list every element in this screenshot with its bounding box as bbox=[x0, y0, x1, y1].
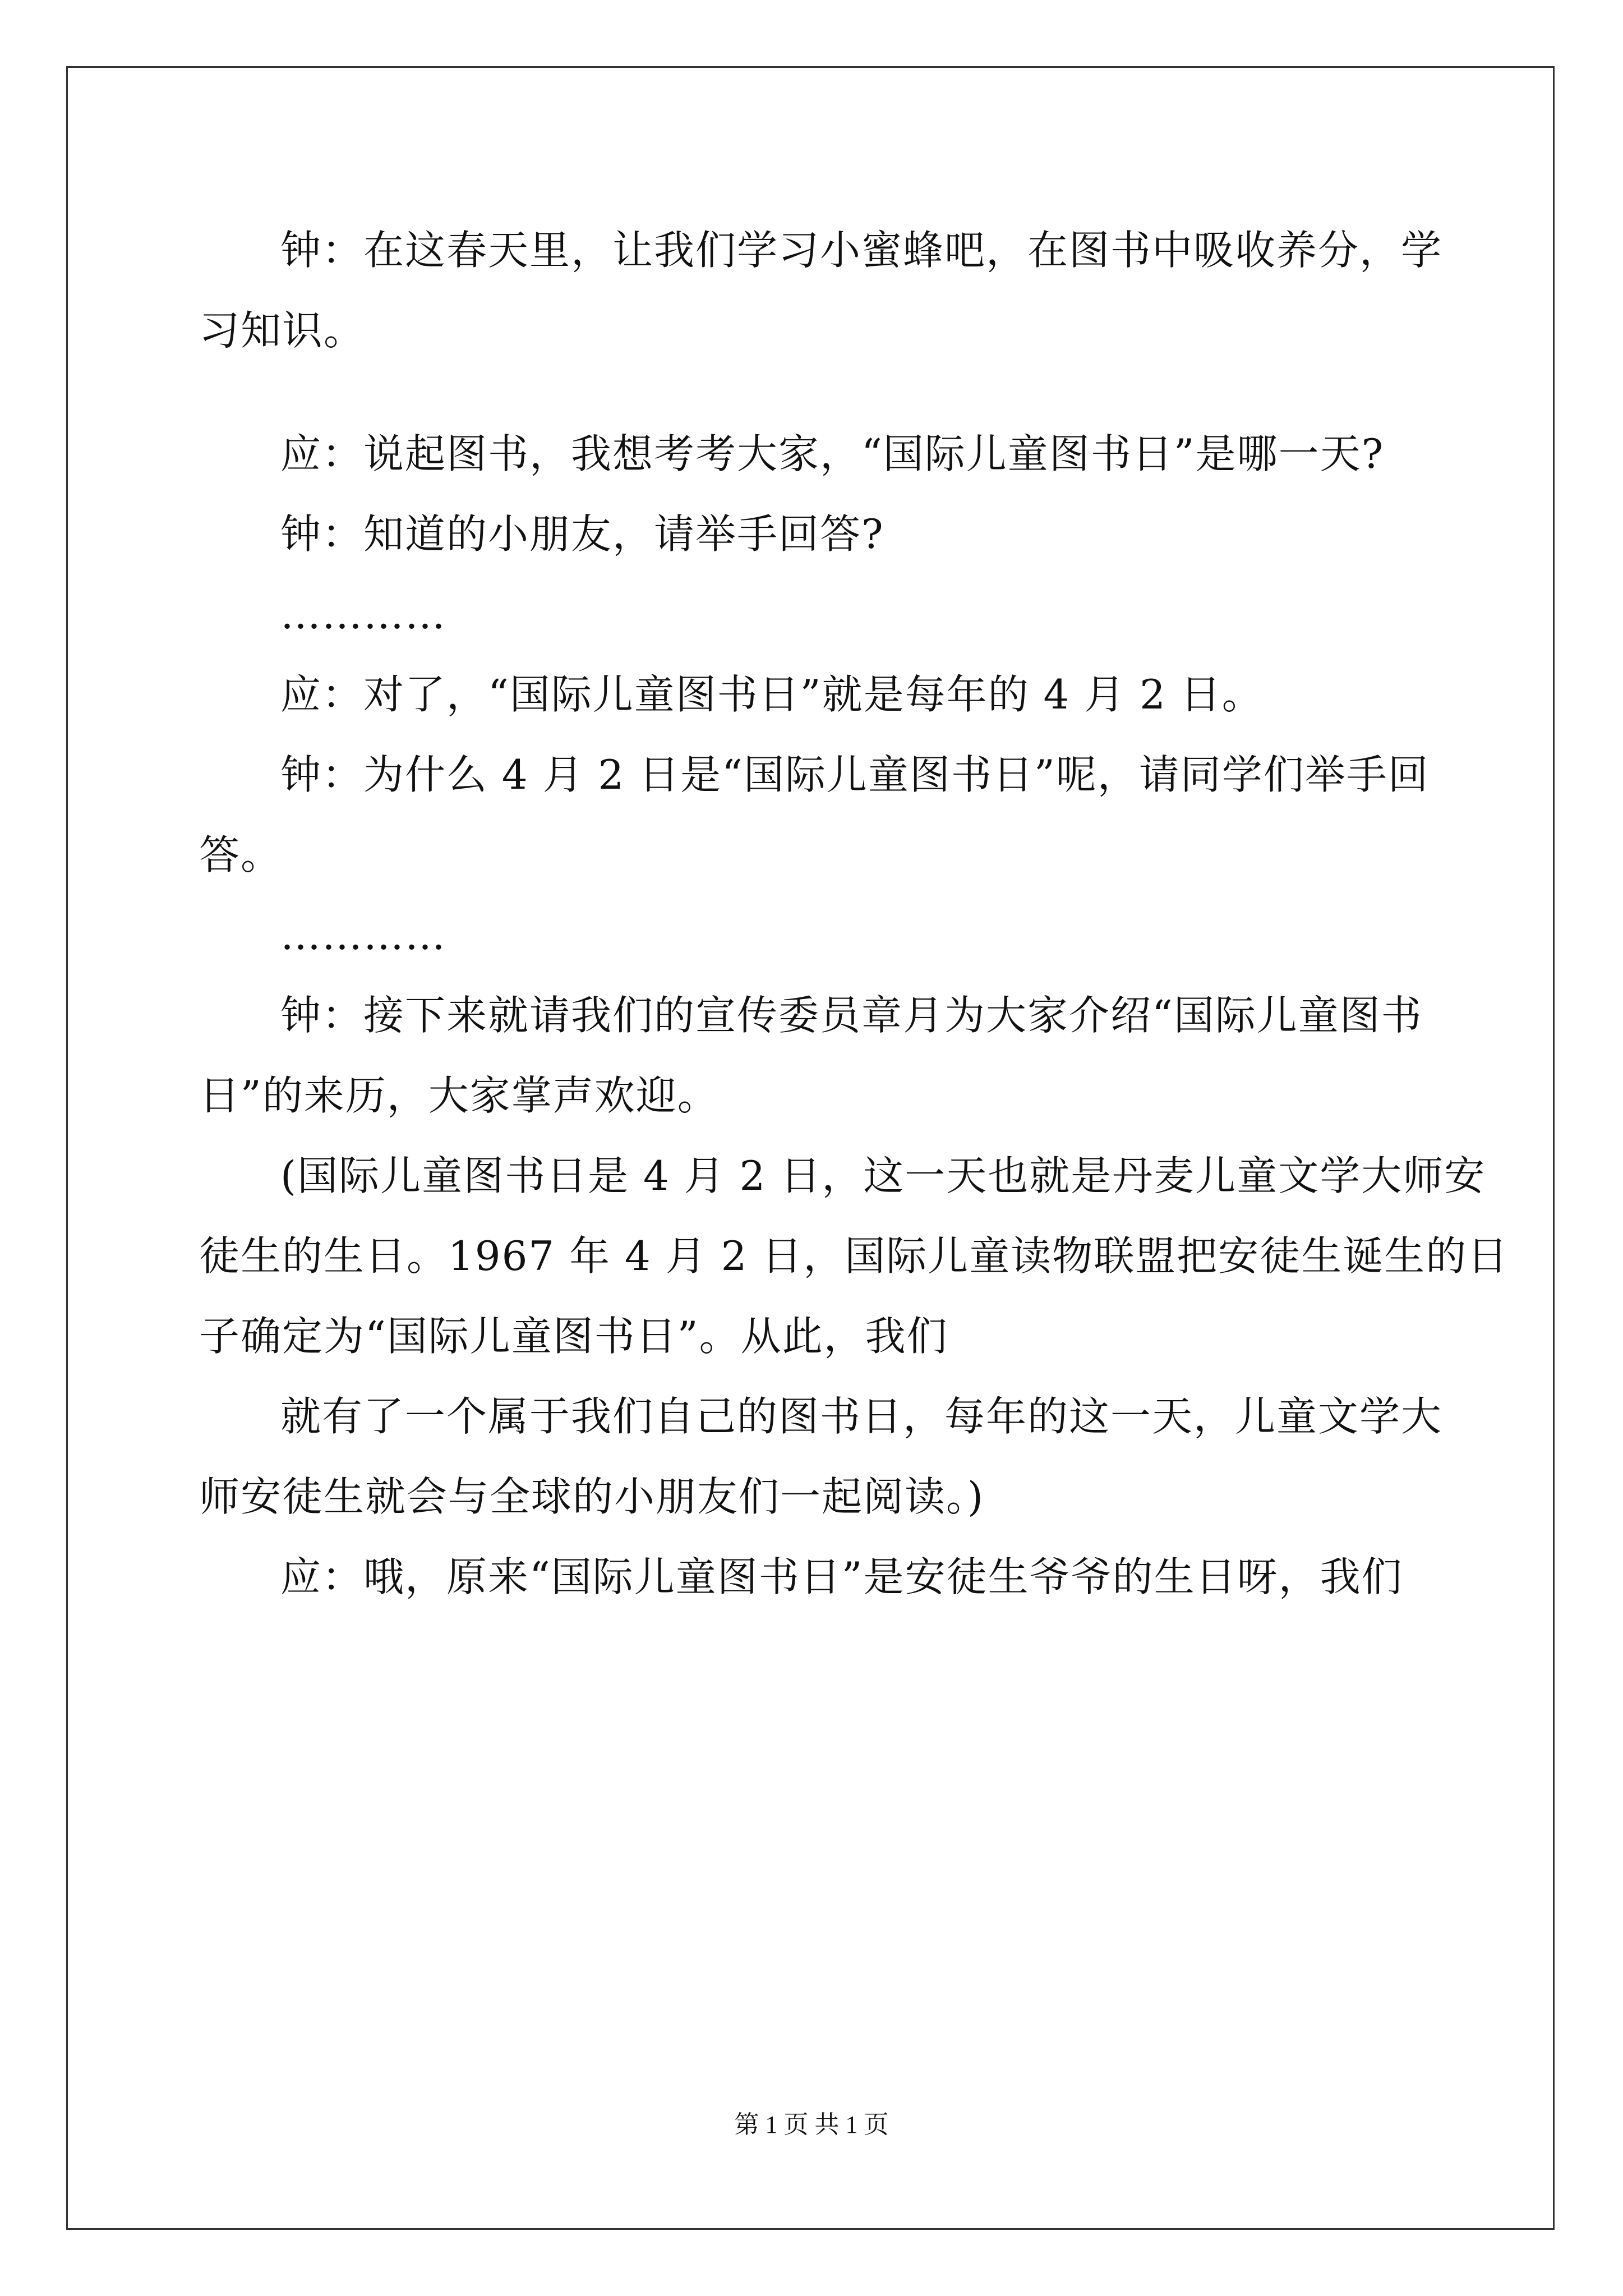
text-line: 应：哦，原来“国际儿童图书日”是安徒生爷爷的生日呀，我们 bbox=[280, 1553, 1403, 1600]
text-line: ………… bbox=[280, 591, 446, 638]
text-line: 徒生的生日。1967 年 4 月 2 日，国际儿童读物联盟把安徒生诞生的日 bbox=[199, 1232, 1509, 1280]
text-line: 习知识。 bbox=[199, 307, 366, 354]
text-line: 子确定为“国际儿童图书日”。从此，我们 bbox=[199, 1313, 948, 1360]
text-line: (国际儿童图书日是 4 月 2 日，这一天也就是丹麦儿童文学大师安 bbox=[280, 1152, 1486, 1199]
text-line: 就有了一个属于我们自己的图书日，每年的这一天，儿童文学大 bbox=[280, 1393, 1443, 1440]
page-number-footer: 第 1 页 共 1 页 bbox=[734, 2111, 889, 2138]
text-line: ………… bbox=[280, 912, 446, 959]
text-line: 钟：在这春天里，让我们学习小蜜蜂吧，在图书中吸收养分，学 bbox=[280, 227, 1443, 274]
text-line: 师安徒生就会与全球的小朋友们一起阅读。) bbox=[199, 1473, 985, 1520]
text-line: 钟：知道的小朋友，请举手回答? bbox=[280, 510, 884, 558]
text-line: 应：说起图书，我想考考大家，“国际儿童图书日”是哪一天? bbox=[280, 430, 1385, 477]
text-line: 答。 bbox=[199, 831, 283, 878]
text-line: 钟：接下来就请我们的宣传委员章月为大家介绍“国际儿童图书 bbox=[280, 992, 1423, 1039]
text-line: 应：对了，“国际儿童图书日”就是每年的 4 月 2 日。 bbox=[280, 671, 1264, 718]
page-border bbox=[66, 66, 1555, 2230]
text-line: 日”的来历，大家掌声欢迎。 bbox=[199, 1072, 719, 1119]
text-line: 钟：为什么 4 月 2 日是“国际儿童图书日”呢，请同学们举手回 bbox=[280, 751, 1430, 798]
